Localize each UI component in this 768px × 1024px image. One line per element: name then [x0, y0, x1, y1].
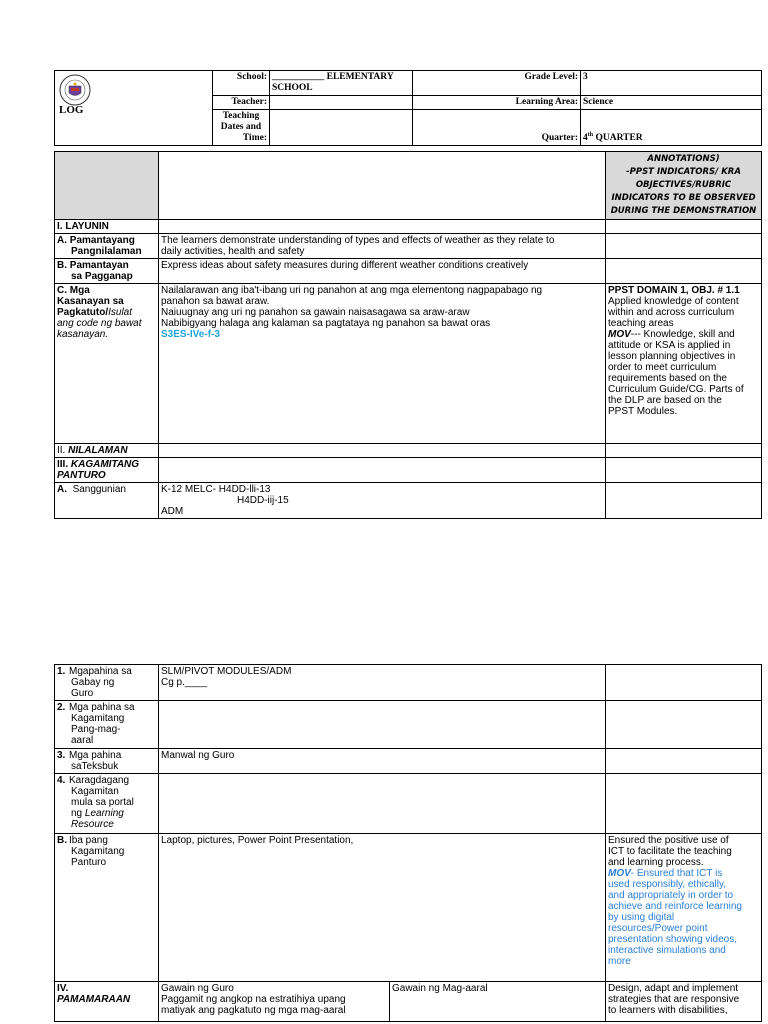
- nilalaman-label: II. NILALAMAN: [55, 444, 159, 458]
- quarter-label: Quarter:: [413, 110, 581, 146]
- header-table: [54, 70, 762, 146]
- guro-pages-ann: [606, 665, 762, 701]
- iba-pang-label: B. Iba pang Kagamitang Panturo: [55, 834, 159, 982]
- kasanayan-label: C. Mga Kasanayan sa Pagkatuto/Isulat ang code ng bawat kasanayan.: [55, 284, 159, 444]
- pagganap-label: B. Pamantayan sa Pagganap: [55, 259, 159, 284]
- pamantayang-text: The learners demonstrate understanding of types and effects of weather as they relate to daily activities, health and safety: [159, 234, 606, 259]
- grade-label: Grade Level:: [413, 71, 581, 96]
- gawain-guro: Gawain ng Guro Paggamit ng angkop na estratihiya upang matiyak ang pagkatuto ng mga mag-aaral: [159, 982, 390, 1022]
- pagganap-text: Express ideas about safety measures during different weather conditions creatively: [159, 259, 606, 284]
- kasanayan-annotation: PPST DOMAIN 1, OBJ. # 1.1 Applied knowledge of content within and across curriculum teaching areas MOV--- Knowledge, skill and attitude or KSA is applied in lesson planning objectives in order to meet curriculum requirements based on the Curriculum Guide/CG. Parts of the DLP are based on the PPST Modules.: [606, 284, 762, 444]
- layunin-label: I. LAYUNIN: [55, 220, 159, 234]
- lesson-plan-table: [54, 151, 762, 519]
- pamamaraan-label: IV. PAMAMARAAN: [55, 982, 159, 1022]
- nilalaman-ann: [606, 444, 762, 458]
- kagamitan-text: [159, 458, 606, 483]
- school-label: School:: [213, 71, 270, 96]
- magaaral-pages-label: 2. Mga pahina sa Kagamitang Pang-mag- aaral: [55, 701, 159, 749]
- portal-text: [159, 774, 606, 834]
- grade-value: 3: [581, 71, 762, 96]
- magaaral-pages-ann: [606, 701, 762, 749]
- ict-annotation: Ensured the positive use of ICT to facilitate the teaching and learning process. MOV- Ensured that ICT is used responsibly, ethically, and appropriately in order to achieve and reinforce learning by using digital resources/Power point presentation showing videos, interactive simulations and more: [606, 834, 762, 982]
- competency-code: S3ES-IVe-f-3: [161, 329, 220, 340]
- quarter-value: 4th QUARTER: [581, 110, 762, 146]
- kasanayan-text: Nailalarawan ang iba't-ibang uri ng panahon at ang mga elementong nagpapabago ng panahon sa bawat araw. Naiuugnay ang uri ng panahon sa gawain naisasagawa sa araw-araw Nabibigyang halaga ang kalaman sa pagtataya ng panahon sa bawat oras S3ES-IVe-f-3: [159, 284, 606, 444]
- gawain-mag-aaral: Gawain ng Mag-aaral: [390, 982, 606, 1022]
- nilalaman-text: [159, 444, 606, 458]
- sanggunian-ann: [606, 483, 762, 519]
- dates-label: Teaching Dates and Time:: [213, 110, 270, 146]
- dates-value: [270, 110, 413, 146]
- iba-pang-text: Laptop, pictures, Power Point Presentation,: [159, 834, 606, 982]
- guro-pages-text: SLM/PIVOT MODULES/ADM Cg p.____: [159, 665, 606, 701]
- school-value: ___________ ELEMENTARY SCHOOL: [270, 71, 413, 96]
- header-blank-2: [159, 152, 606, 220]
- teacher-label: Teacher:: [213, 96, 270, 110]
- pagganap-ann: [606, 259, 762, 284]
- area-label: Learning Area:: [413, 96, 581, 110]
- sanggunian-text: K-12 MELC- H4DD-lli-13 H4DD-iij-15 ADM: [159, 483, 606, 519]
- kagamitan-label: III. KAGAMITANG PANTURO: [55, 458, 159, 483]
- pamantayang-ann: [606, 234, 762, 259]
- area-value: Science: [581, 96, 762, 110]
- guro-pages-label: 1. Mgapahina sa Gabay ng Guro: [55, 665, 159, 701]
- magaaral-pages-text: [159, 701, 606, 749]
- teacher-value: [270, 96, 413, 110]
- sanggunian-label: A. Sanggunian: [55, 483, 159, 519]
- teksbuk-label: 3. Mga pahina saTeksbuk: [55, 749, 159, 774]
- resources-table: [54, 664, 762, 1022]
- teksbuk-ann: [606, 749, 762, 774]
- pamamaraan-annotation: Design, adapt and implement strategies that are responsive to learners with disabilities,: [606, 982, 762, 1022]
- portal-ann: [606, 774, 762, 834]
- teksbuk-text: Manwal ng Guro: [159, 749, 606, 774]
- kagamitan-ann: [606, 458, 762, 483]
- layunin-blank: [159, 220, 606, 234]
- annotations-header: ANNOTATIONS) -PPST INDICATORS/ KRA OBJECTIVES/RUBRIC INDICATORS TO BE OBSERVED DURING THE DEMONSTRATION: [606, 152, 762, 220]
- deped-seal-icon: [57, 73, 93, 107]
- logo-label: LOG: [59, 104, 84, 116]
- pamantayang-label: A. Pamantayang Pangnilalaman: [55, 234, 159, 259]
- portal-label: 4. Karagdagang Kagamitan mula sa portal ng Learning Resource: [55, 774, 159, 834]
- logo-cell: [55, 71, 213, 146]
- header-blank-1: [55, 152, 159, 220]
- layunin-ann: [606, 220, 762, 234]
